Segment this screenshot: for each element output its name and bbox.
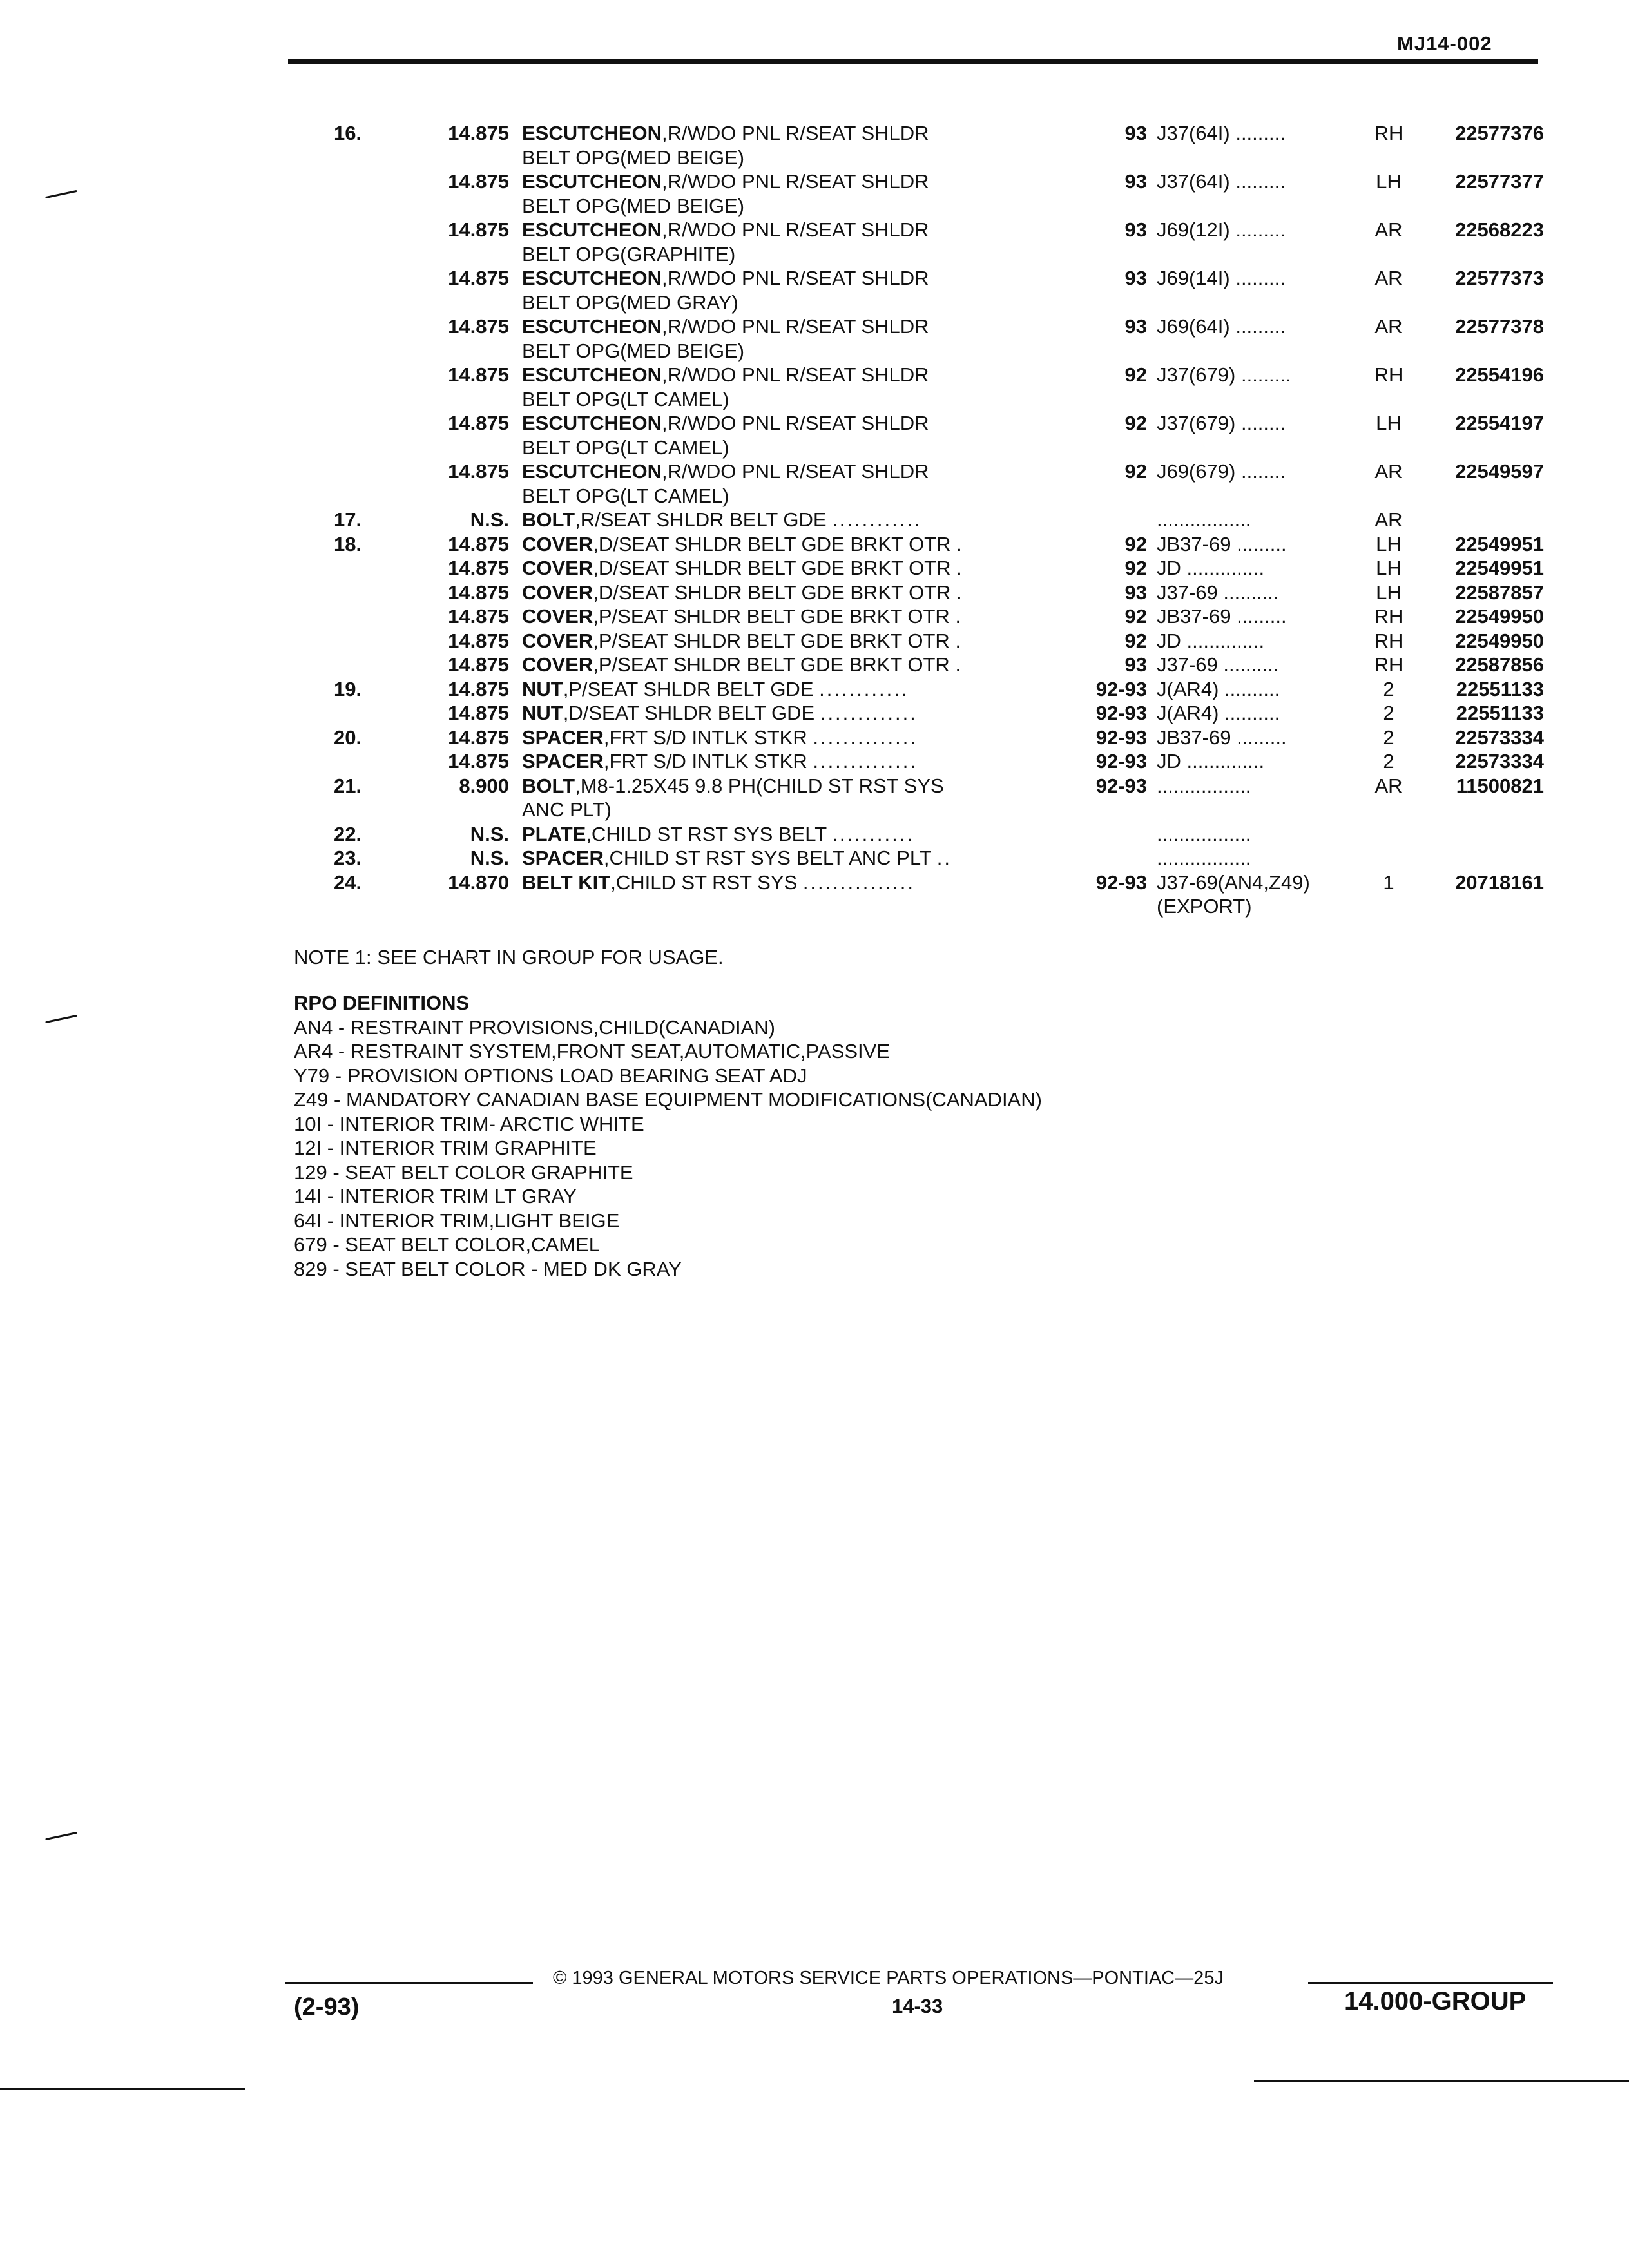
quantity: AR: [1374, 315, 1403, 338]
part-number: 22549950: [1455, 605, 1544, 628]
leader-dots: .: [955, 605, 963, 628]
catalog-number: 14.875: [448, 412, 509, 434]
part-row: [303, 218, 1566, 242]
part-description: [522, 314, 1063, 339]
catalog-number: 14.875: [448, 653, 509, 676]
part-number: 22549951: [1455, 557, 1544, 579]
part-description: [522, 774, 1063, 798]
model-years: 93: [1124, 315, 1147, 338]
scan-mark: [45, 1015, 77, 1023]
usage-code: J69(679) ........: [1157, 460, 1286, 483]
rpo-definitions: [294, 991, 1042, 1281]
model-years: 92: [1124, 532, 1147, 555]
quantity: LH: [1376, 557, 1402, 579]
leader-dots: ..............: [813, 726, 918, 749]
part-number: 22549951: [1455, 532, 1544, 555]
part-description: [522, 701, 1063, 726]
part-description: [522, 653, 1063, 677]
model-years: 92-93: [1095, 750, 1147, 773]
leader-dots: ...........: [832, 822, 914, 845]
part-description: [522, 677, 1063, 702]
model-years: 92: [1124, 363, 1147, 386]
part-name: NUT: [522, 677, 563, 700]
usage-code: J(AR4) ..........: [1157, 677, 1280, 700]
part-row: [303, 508, 1566, 532]
catalog-number: 8.900: [459, 774, 509, 797]
part-detail: ,R/WDO PNL R/SEAT SHLDR: [662, 267, 929, 289]
footer-copyright: © 1993 GENERAL MOTORS SERVICE PARTS OPERATIONS—PONTIAC—25J: [553, 1968, 1224, 1988]
part-description: [522, 459, 1063, 484]
part-detail: ,CHILD ST RST SYS BELT ANC PLT: [603, 847, 932, 869]
quantity: LH: [1376, 170, 1402, 193]
part-row: [303, 677, 1566, 702]
part-row-continuation: [303, 194, 1566, 218]
usage-code: J(AR4) ..........: [1157, 702, 1280, 724]
model-years: 92: [1124, 557, 1147, 579]
usage-code: .................: [1157, 508, 1251, 531]
rpo-item: Z49 - MANDATORY CANADIAN BASE EQUIPMENT MODIFICATIONS(CANADIAN): [294, 1088, 1042, 1111]
part-detail: ,D/SEAT SHLDR BELT GDE BRKT OTR: [593, 581, 951, 604]
part-description: [522, 749, 1063, 774]
usage-code: JD ..............: [1157, 557, 1265, 579]
model-years: 92-93: [1095, 726, 1147, 749]
catalog-number: 14.875: [448, 170, 509, 193]
usage-code: J37-69 ..........: [1157, 653, 1279, 676]
part-detail: ,R/WDO PNL R/SEAT SHLDR: [662, 363, 929, 386]
quantity: 1: [1383, 870, 1394, 894]
scan-edge-line: [1254, 2080, 1629, 2082]
catalog-number: N.S.: [470, 847, 509, 869]
parts-list: [303, 121, 1566, 919]
part-name: COVER: [522, 581, 593, 604]
model-years: 92: [1124, 629, 1147, 652]
part-detail: ,M8-1.25X45 9.8 PH(CHILD ST RST SYS: [575, 774, 944, 797]
rpo-item: 829 - SEAT BELT COLOR - MED DK GRAY: [294, 1257, 682, 1280]
part-number: 22568223: [1455, 218, 1544, 241]
part-name: ESCUTCHEON: [522, 363, 662, 386]
rpo-item: 14I - INTERIOR TRIM LT GRAY: [294, 1185, 577, 1207]
item-number: 24.: [334, 870, 362, 894]
usage-code: JB37-69 .........: [1157, 605, 1287, 628]
part-row-continuation: [303, 484, 1566, 508]
part-name: COVER: [522, 629, 593, 652]
part-description: [522, 726, 1063, 750]
part-number: 22587857: [1455, 581, 1544, 604]
rpo-item: 10I - INTERIOR TRIM- ARCTIC WHITE: [294, 1112, 644, 1135]
part-description: [522, 629, 1063, 653]
rpo-item: AR4 - RESTRAINT SYSTEM,FRONT SEAT,AUTOMATIC,PASSIVE: [294, 1040, 890, 1062]
quantity: RH: [1374, 122, 1403, 144]
part-row: [303, 653, 1566, 677]
rpo-title: RPO DEFINITIONS: [294, 992, 470, 1014]
quantity: LH: [1376, 412, 1402, 434]
part-number: 22577378: [1455, 315, 1544, 338]
usage-code: .................: [1157, 774, 1251, 797]
leader-dots: .: [955, 629, 963, 652]
part-description: [522, 508, 1063, 532]
scan-edge-line: [0, 2088, 245, 2090]
quantity: LH: [1376, 581, 1402, 604]
item-number: 23.: [334, 847, 362, 869]
model-years: 92-93: [1095, 702, 1147, 724]
quantity: AR: [1374, 774, 1403, 797]
usage-code: JD ..............: [1157, 629, 1265, 652]
usage-code: J37-69 ..........: [1157, 581, 1279, 604]
catalog-number: N.S.: [470, 822, 509, 845]
usage-code: J37(679) ........: [1157, 412, 1286, 434]
model-years: 92-93: [1095, 870, 1147, 894]
catalog-number: 14.875: [448, 460, 509, 483]
part-detail: ,P/SEAT SHLDR BELT GDE BRKT OTR: [593, 629, 950, 652]
part-number: 22549950: [1455, 629, 1544, 652]
part-name: ESCUTCHEON: [522, 412, 662, 434]
part-detail: ,FRT S/D INTLK STKR: [603, 726, 807, 749]
model-years: 93: [1124, 170, 1147, 193]
part-row: [303, 749, 1566, 774]
part-detail: ,P/SEAT SHLDR BELT GDE BRKT OTR: [593, 605, 950, 628]
part-row: [303, 121, 1566, 146]
part-detail: ,R/WDO PNL R/SEAT SHLDR: [662, 315, 929, 338]
usage-code: J69(14I) .........: [1157, 267, 1286, 289]
model-years: 93: [1124, 653, 1147, 676]
usage-code: J37-69(AN4,Z49): [1157, 870, 1310, 894]
catalog-number: N.S.: [470, 508, 509, 531]
part-description: [522, 218, 1063, 242]
quantity: AR: [1374, 218, 1403, 241]
usage-note: NOTE 1: SEE CHART IN GROUP FOR USAGE.: [294, 946, 724, 968]
part-row: [303, 556, 1566, 581]
model-years: 92: [1124, 460, 1147, 483]
part-detail: ,FRT S/D INTLK STKR: [603, 750, 807, 773]
part-name: SPACER: [522, 726, 604, 749]
part-row: [303, 822, 1566, 847]
rpo-list: [294, 1015, 1042, 1282]
part-description: [522, 411, 1063, 436]
page-number: 14-33: [892, 1995, 943, 2017]
leader-dots: .: [955, 653, 963, 676]
part-name: ESCUTCHEON: [522, 122, 662, 144]
catalog-number: 14.875: [448, 581, 509, 604]
quantity: AR: [1374, 267, 1403, 289]
item-number: 19.: [334, 677, 362, 700]
part-row-continuation: [303, 387, 1566, 412]
quantity: RH: [1374, 653, 1403, 676]
leader-dots: .: [956, 557, 964, 579]
part-description-continued: BELT OPG(MED BEIGE): [522, 194, 745, 217]
leader-dots: .: [956, 581, 964, 604]
part-row: [303, 774, 1566, 798]
leader-dots: ...............: [802, 870, 916, 894]
part-name: SPACER: [522, 750, 604, 773]
part-number: 22551133: [1456, 702, 1544, 724]
part-row-continuation: [303, 798, 1566, 822]
part-row: [303, 314, 1566, 339]
quantity: AR: [1374, 460, 1403, 483]
catalog-number: 14.875: [448, 677, 509, 700]
part-description: [522, 870, 1063, 895]
usage-code-continued: (EXPORT): [1157, 895, 1252, 918]
part-row: [303, 604, 1566, 629]
part-number: 11500821: [1456, 774, 1544, 797]
model-years: 92: [1124, 412, 1147, 434]
part-description: [522, 121, 1063, 146]
part-number: 22554196: [1455, 363, 1544, 386]
part-description: [522, 363, 1063, 387]
usage-code: .................: [1157, 847, 1251, 869]
part-row-continuation: [303, 894, 1566, 919]
part-detail: ,P/SEAT SHLDR BELT GDE: [563, 677, 814, 700]
usage-code: JD ..............: [1157, 750, 1265, 773]
part-description-continued: BELT OPG(GRAPHITE): [522, 242, 736, 265]
leader-dots: ............: [832, 508, 922, 531]
part-number: 22587856: [1455, 653, 1544, 676]
model-years: 92: [1124, 605, 1147, 628]
quantity: RH: [1374, 363, 1403, 386]
leader-dots: .: [956, 532, 964, 555]
part-row-continuation: [303, 242, 1566, 267]
quantity: 2: [1383, 726, 1394, 749]
part-detail: ,D/SEAT SHLDR BELT GDE BRKT OTR: [593, 557, 951, 579]
part-description-continued: BELT OPG(MED BEIGE): [522, 146, 745, 169]
catalog-number: 14.875: [448, 629, 509, 652]
quantity: AR: [1374, 508, 1403, 531]
part-row: [303, 363, 1566, 387]
item-number: 16.: [334, 122, 362, 144]
part-number: 22551133: [1456, 677, 1544, 700]
rpo-item: AN4 - RESTRAINT PROVISIONS,CHILD(CANADIAN): [294, 1015, 775, 1039]
item-number: 20.: [334, 726, 362, 749]
item-number: 17.: [334, 508, 362, 531]
part-description-continued: BELT OPG(LT CAMEL): [522, 484, 729, 507]
catalog-number: 14.875: [448, 702, 509, 724]
quantity: 2: [1383, 677, 1394, 700]
part-row: [303, 266, 1566, 291]
part-row: [303, 459, 1566, 484]
quantity: RH: [1374, 605, 1403, 628]
quantity: RH: [1374, 629, 1403, 652]
usage-code: JB37-69 .........: [1157, 726, 1287, 749]
catalog-number: 14.875: [448, 557, 509, 579]
usage-code: J37(64I) .........: [1157, 122, 1286, 144]
part-row-continuation: [303, 436, 1566, 460]
group-label: 14.000-GROUP: [1344, 1987, 1527, 2015]
rpo-item: 129 - SEAT BELT COLOR GRAPHITE: [294, 1160, 633, 1184]
part-number: 22577377: [1455, 170, 1544, 193]
part-name: BOLT: [522, 508, 575, 531]
part-name: COVER: [522, 532, 593, 555]
part-description-continued: BELT OPG(LT CAMEL): [522, 436, 729, 459]
part-name: ESCUTCHEON: [522, 315, 662, 338]
header-rule: [288, 59, 1538, 64]
leader-dots: ..............: [813, 750, 918, 773]
catalog-number: 14.875: [448, 750, 509, 773]
catalog-number: 14.875: [448, 363, 509, 386]
usage-code: J69(12I) .........: [1157, 218, 1286, 241]
part-description: [522, 556, 1063, 581]
part-detail: ,D/SEAT SHLDR BELT GDE BRKT OTR: [593, 532, 951, 555]
footer-rule-right: [1308, 1982, 1553, 1984]
rpo-item: Y79 - PROVISION OPTIONS LOAD BEARING SEAT ADJ: [294, 1064, 807, 1087]
part-detail: ,R/WDO PNL R/SEAT SHLDR: [662, 170, 929, 193]
part-name: ESCUTCHEON: [522, 267, 662, 289]
usage-code: J37(679) .........: [1157, 363, 1291, 386]
part-detail: ,R/WDO PNL R/SEAT SHLDR: [662, 122, 929, 144]
part-detail: ,R/SEAT SHLDR BELT GDE: [575, 508, 827, 531]
footer-rule-left: [285, 1982, 533, 1984]
leader-dots: ..: [936, 847, 952, 869]
part-row-continuation: [303, 339, 1566, 363]
part-name: ESCUTCHEON: [522, 218, 662, 241]
usage-code: .................: [1157, 822, 1251, 845]
usage-code: JB37-69 .........: [1157, 532, 1287, 555]
catalog-number: 14.875: [448, 605, 509, 628]
part-description: [522, 169, 1063, 194]
part-row: [303, 701, 1566, 726]
part-row: [303, 581, 1566, 605]
rpo-item: 12I - INTERIOR TRIM GRAPHITE: [294, 1137, 597, 1159]
part-row-continuation: [303, 291, 1566, 315]
part-row: [303, 629, 1566, 653]
catalog-number: 14.875: [448, 267, 509, 289]
catalog-number: 14.870: [448, 870, 509, 894]
rpo-item: 64I - INTERIOR TRIM,LIGHT BEIGE: [294, 1209, 620, 1232]
part-name: COVER: [522, 653, 593, 676]
item-number: 18.: [334, 532, 362, 555]
scan-mark: [45, 190, 77, 198]
part-name: BELT KIT: [522, 870, 611, 894]
part-detail: ,R/WDO PNL R/SEAT SHLDR: [662, 412, 929, 434]
leader-dots: ............: [819, 677, 909, 700]
part-number: 22573334: [1455, 750, 1544, 773]
scan-mark: [45, 1832, 77, 1840]
usage-code: J69(64I) .........: [1157, 315, 1286, 338]
model-years: 92-93: [1095, 677, 1147, 700]
part-description: [522, 532, 1063, 557]
part-row: [303, 846, 1566, 870]
part-detail: ,CHILD ST RST SYS BELT: [586, 822, 827, 845]
quantity: 2: [1383, 750, 1394, 773]
part-detail: ,D/SEAT SHLDR BELT GDE: [563, 702, 815, 724]
part-name: ESCUTCHEON: [522, 460, 662, 483]
quantity: 2: [1383, 702, 1394, 724]
model-years: 93: [1124, 122, 1147, 144]
part-number: 20718161: [1455, 870, 1544, 894]
part-row: [303, 532, 1566, 557]
part-description-continued: BELT OPG(MED BEIGE): [522, 339, 745, 362]
part-number: 22577376: [1455, 122, 1544, 144]
part-description: [522, 604, 1063, 629]
part-number: 22549597: [1455, 460, 1544, 483]
quantity: LH: [1376, 532, 1402, 555]
item-number: 21.: [334, 774, 362, 797]
leader-dots: .............: [820, 702, 918, 724]
part-description: [522, 581, 1063, 605]
rpo-item: 679 - SEAT BELT COLOR,CAMEL: [294, 1233, 600, 1256]
part-row: [303, 169, 1566, 194]
item-number: 22.: [334, 822, 362, 845]
catalog-number: 14.875: [448, 122, 509, 144]
catalog-number: 14.875: [448, 315, 509, 338]
catalog-number: 14.875: [448, 726, 509, 749]
part-detail: ,R/WDO PNL R/SEAT SHLDR: [662, 460, 929, 483]
part-number: 22573334: [1455, 726, 1544, 749]
part-row: [303, 411, 1566, 436]
model-years: 92-93: [1095, 774, 1147, 797]
part-description: [522, 846, 1063, 870]
part-name: NUT: [522, 702, 563, 724]
catalog-number: 14.875: [448, 532, 509, 555]
revision-date: (2-93): [294, 1994, 360, 2021]
part-description-continued: BELT OPG(LT CAMEL): [522, 387, 729, 410]
part-name: ESCUTCHEON: [522, 170, 662, 193]
model-years: 93: [1124, 267, 1147, 289]
page-code: MJ14-002: [1397, 32, 1492, 55]
part-number: 22554197: [1455, 412, 1544, 434]
usage-code: J37(64I) .........: [1157, 170, 1286, 193]
part-name: SPACER: [522, 847, 604, 869]
model-years: 93: [1124, 581, 1147, 604]
part-row-continuation: [303, 146, 1566, 170]
catalog-number: 14.875: [448, 218, 509, 241]
model-years: 93: [1124, 218, 1147, 241]
part-name: BOLT: [522, 774, 575, 797]
part-description-continued: BELT OPG(MED GRAY): [522, 291, 738, 314]
part-description-continued: ANC PLT): [522, 798, 612, 821]
part-detail: ,CHILD ST RST SYS: [610, 870, 798, 894]
part-description: [522, 822, 1063, 847]
part-detail: ,P/SEAT SHLDR BELT GDE BRKT OTR: [593, 653, 950, 676]
part-name: COVER: [522, 557, 593, 579]
part-name: PLATE: [522, 822, 586, 845]
part-detail: ,R/WDO PNL R/SEAT SHLDR: [662, 218, 929, 241]
part-row: [303, 870, 1566, 895]
part-row: [303, 726, 1566, 750]
part-description: [522, 266, 1063, 291]
part-number: 22577373: [1455, 267, 1544, 289]
part-name: COVER: [522, 605, 593, 628]
